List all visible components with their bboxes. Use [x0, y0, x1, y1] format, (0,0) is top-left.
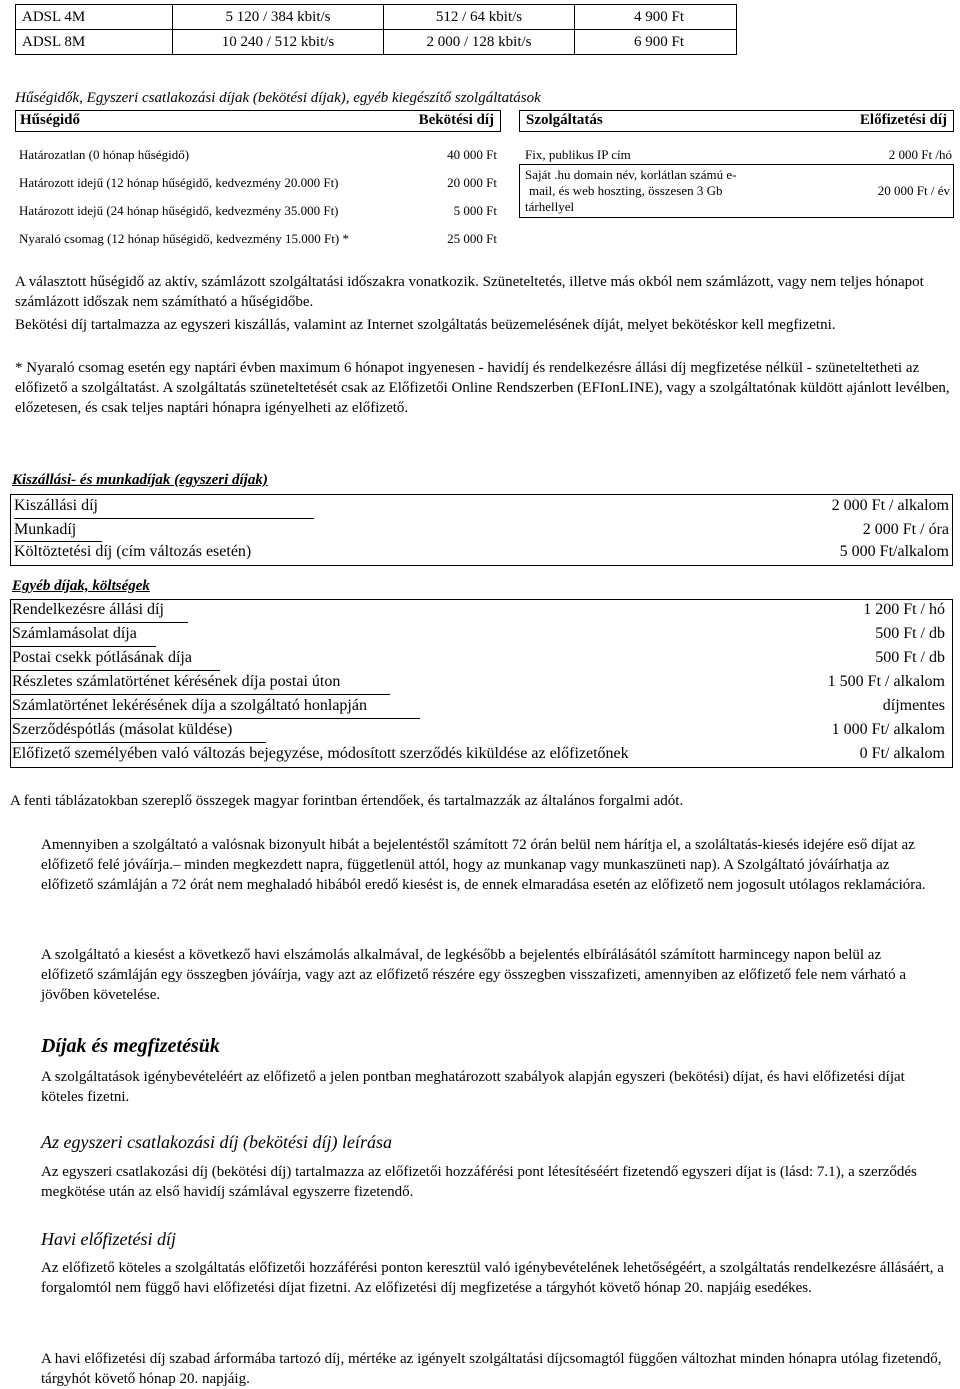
adsl-price-table	[15, 4, 737, 55]
loyalty-note: A választott hűségidő az aktív, számlázott szolgáltatási időszakra vonatkozik. Szüneteltetés, illetve más okból nem számlázott, vagy nem teljes hónapot számlázott időszak nem számítható a hűségidőbe.	[15, 274, 924, 310]
header-subscription-fee: Előfizetési díj	[859, 112, 947, 128]
loyalty-fee: 25 000 Ft	[447, 231, 497, 246]
divider	[14, 541, 102, 542]
package-name: ADSL 8M	[16, 30, 173, 55]
fee-price: 500 Ft / db	[875, 625, 945, 642]
service-header	[519, 110, 954, 132]
loyalty-fee: 40 000 Ft	[447, 147, 497, 162]
service-label-multiline	[525, 167, 736, 215]
fee-label: Munkadíj	[14, 521, 77, 538]
loyalty-fee: 20 000 Ft	[447, 175, 497, 190]
divider	[10, 742, 266, 743]
fees-paragraph: A szolgáltatások igénybevételéért az előfizető a jelen pontban meghatározott szabályok alapján egyszeri (bekötési) díjat, és havi előfizetési díjat köteles fizetni.	[41, 1069, 905, 1105]
fee-label: Előfizető személyében való változás bejegyzése, módosított szerződés kiküldése az előfizetőnek	[12, 745, 629, 762]
divider	[10, 694, 390, 695]
service-line: tárhellyel	[525, 199, 575, 214]
section-heading-monthly-fee: Havi előfizetési díj	[41, 1229, 176, 1249]
loyalty-label: Határozatlan (0 hónap hűségidő)	[19, 147, 190, 162]
fee-label: Szerződéspótlás (másolat küldése)	[12, 721, 233, 738]
section-heading-connection-fee: Az egyszeri csatlakozási díj (bekötési díj) leírása	[41, 1132, 392, 1152]
holiday-package-note: * Nyaraló csomag esetén egy naptári évben maximum 6 hónapot ingyenesen - havidíj és rendelkezésre állási díj megfizetése nélkül - szüneteltetheti az előfizető a szolgáltatást. A szolgáltatás szüneteltetését csak az Előfizetői Online Rendszerben (EFIonLINE), vagy a szolgáltatónak küldött ajánlott levélben, előzetesen, és csak teljes naptári hónapra igényelheti az előfizető.	[15, 360, 950, 416]
fee-price: 2 000 Ft / óra	[862, 521, 949, 538]
upload-speed: 512 / 64 kbit/s	[384, 5, 575, 30]
monthly-fee-paragraph-2: A havi előfizetési díj szabad árformába tartozó díj, mértéke az igényelt szolgáltatási díjcsomagtól függően változhat minden hónapra utólag fizetendő, tárgyhót követő hónap 20. napjáig.	[41, 1351, 942, 1387]
fee-price: díjmentes	[882, 697, 945, 714]
package-price: 6 900 Ft	[575, 30, 737, 55]
divider	[10, 646, 156, 647]
divider	[10, 718, 420, 719]
fee-price: 2 000 Ft / alkalom	[831, 497, 949, 514]
service-label: Fix, publikus IP cím	[525, 147, 631, 162]
fee-price: 500 Ft / db	[875, 649, 945, 666]
header-loyalty: Hűségidő	[20, 112, 81, 128]
service-price: 20 000 Ft / év	[877, 183, 950, 198]
fee-label: Részletes számlatörténet kérésének díja postai úton	[12, 673, 341, 690]
call-out-fees-title: Kiszállási- és munkadíjak (egyszeri díjak)	[12, 472, 268, 488]
divider	[14, 518, 314, 519]
header-service: Szolgáltatás	[526, 112, 603, 128]
fee-price: 1 200 Ft / hó	[863, 601, 945, 618]
fee-label: Költöztetési díj (cím változás esetén)	[14, 543, 252, 560]
service-price: 2 000 Ft /hó	[888, 147, 952, 162]
loyalty-label: Határozott idejű (12 hónap hűségidő, kedvezmény 20.000 Ft)	[19, 175, 339, 190]
package-name: ADSL 4M	[16, 5, 173, 30]
other-fees-title: Egyéb díjak, költségek	[12, 578, 150, 594]
loyalty-label: Határozott idejű (24 hónap hűségidő, kedvezmény 35.000 Ft)	[19, 203, 339, 218]
fault-credit-paragraph: Amennyiben a szolgáltató a valósnak bizonyult hibát a bejelentéstől számított 72 órán belül nem hárítja el, a szoláltatás-kiesés idejére eső díjat az előfizető felé jóváírja.– minden megkezdett napra, függetlenül attól, hogy az munkanap vagy munkaszüneti nap). A Szolgáltató jóváírhatja az előfizető számláján a 72 órát nem meghaladó hibából eredő kiesést is, de ennek elmaradása esetén az előfizető nem jogosult utólagos reklamációra.	[41, 837, 926, 893]
fee-label: Számlamásolat díja	[12, 625, 137, 642]
header-connection-fee: Bekötési díj	[418, 112, 494, 128]
loyalty-section-title: Hűségidők, Egyszeri csatlakozási díjak (bekötési díjak), egyéb kiegészítő szolgáltatások	[15, 90, 541, 106]
connection-fee-paragraph: Az egyszeri csatlakozási díj (bekötési díj) tartalmazza az előfizetői hozzáférési pont létesítéséért fizetendő egyszeri díjat is (lásd: 7.1), a szerződés megkötése után az első havidíj számlával egyszerre fizetendő.	[41, 1164, 917, 1200]
package-price: 4 900 Ft	[575, 5, 737, 30]
fee-price: 5 000 Ft/alkalom	[839, 543, 949, 560]
monthly-fee-paragraph: Az előfizető köteles a szolgáltatás előfizetői hozzáférési ponton keresztül való igénybevételének lehetőségéért, a szolgáltatás rendelkezésre állásáért, a forgalomtól nem függő havi előfizetési díjat fizetni. Az előfizetési díj megfizetése a tárgyhót követő hónap 20. napjáig esedékes.	[41, 1260, 944, 1296]
fee-label: Postai csekk pótlásának díja	[12, 649, 192, 666]
download-speed: 5 120 / 384 kbit/s	[173, 5, 384, 30]
currency-note: A fenti táblázatokban szereplő összegek magyar forintban értendőek, és tartalmazzák az általános forgalmi adót.	[10, 793, 684, 809]
section-heading-fees: Díjak és megfizetésük	[41, 1035, 220, 1057]
fee-price: 1 500 Ft / alkalom	[827, 673, 945, 690]
table-row	[16, 30, 737, 55]
upload-speed: 2 000 / 128 kbit/s	[384, 30, 575, 55]
table-row	[16, 5, 737, 30]
credit-refund-paragraph: A szolgáltató a kiesést a következő havi elszámolás alkalmával, de legkésőbb a bejelentés elbírálásától számított harmincegy napon belül az előfizető számláján egy összegben jóváírja, vagy azt az előfizető részére egy összegben visszafizeti, amennyiben az előfizető fele nem várható a jövőben követelése.	[41, 947, 907, 1003]
fee-price: 1 000 Ft/ alkalom	[831, 721, 945, 738]
divider	[10, 622, 188, 623]
service-line: mail, és web hoszting, összesen 3 Gb	[529, 183, 723, 198]
divider	[10, 670, 220, 671]
loyalty-label: Nyaraló csomag (12 hónap hűségidő, kedvezmény 15.000 Ft) *	[19, 231, 349, 246]
service-line: Saját .hu domain név, korlátlan számú e-	[525, 167, 737, 182]
fee-label: Kiszállási díj	[14, 497, 98, 514]
connection-fee-note: Bekötési díj tartalmazza az egyszeri kiszállás, valamint az Internet szolgáltatás beüzemelésének díját, melyet bekötéskor kell megfizetni.	[15, 317, 836, 333]
download-speed: 10 240 / 512 kbit/s	[173, 30, 384, 55]
loyalty-fee: 5 000 Ft	[453, 203, 497, 218]
fee-label: Számlatörténet lekérésének díja a szolgáltató honlapján	[12, 697, 367, 714]
loyalty-header	[15, 110, 501, 132]
fee-price: 0 Ft/ alkalom	[859, 745, 945, 762]
fee-label: Rendelkezésre állási díj	[12, 601, 164, 618]
